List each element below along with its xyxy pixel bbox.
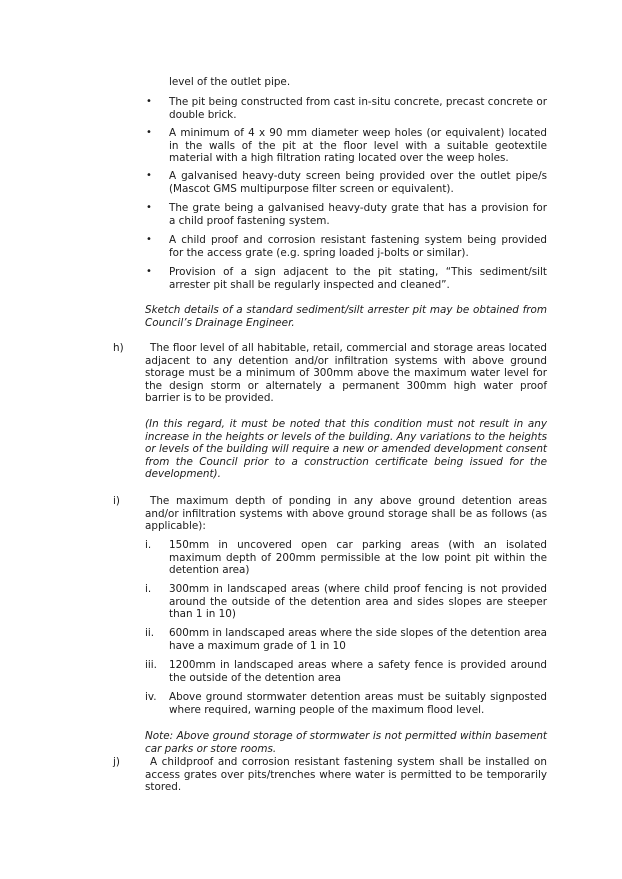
bullet-icon: • <box>146 170 152 181</box>
bullet-item: A child proof and corrosion resistant fastening system being provided for the access grate (e.g. spring loaded j-bolts or similar). <box>169 234 547 259</box>
section-j-text: A childproof and corrosion resistant fastening system shall be installed on access grates over pits/trenches where water is permitted to be temporarily stored. <box>145 756 547 793</box>
bullet-icon: • <box>146 96 152 107</box>
list-marker: ii. <box>145 627 155 639</box>
continuation-text: level of the outlet pipe. <box>169 76 291 88</box>
section-marker-h: h) <box>113 342 124 354</box>
bullet-item: A galvanised heavy-duty screen being provided over the outlet pipe/s (Mascot GMS multipurpose filter screen or equivalent). <box>169 170 547 195</box>
bullet-item: The grate being a galvanised heavy-duty grate that has a provision for a child proof fastening system. <box>169 202 547 227</box>
sketch-note: Sketch details of a standard sediment/silt arrester pit may be obtained from Council’s Drainage Engineer. <box>145 304 547 329</box>
section-i-note: Note: Above ground storage of stormwater is not permitted within basement car parks or store rooms. <box>145 730 547 755</box>
list-marker: iv. <box>145 691 157 703</box>
list-item: 300mm in landscaped areas (where child proof fencing is not provided around the outside of the detention area and sides slopes are steeper than 1 in 10) <box>169 583 547 620</box>
bullet-item: A minimum of 4 x 90 mm diameter weep holes (or equivalent) located in the walls of the pit at the floor level with a suitable geotextile material with a high filtration rating located over the weep holes. <box>169 127 547 164</box>
section-marker-i: i) <box>113 495 120 507</box>
list-item: Above ground stormwater detention areas must be suitably signposted where required, warning people of the maximum flood level. <box>169 691 547 716</box>
bullet-icon: • <box>146 234 152 245</box>
list-marker: i. <box>145 539 152 551</box>
section-h-note: (In this regard, it must be noted that this condition must not result in any increase in the heights or levels of the building. Any variations to the heights or levels of the building will require a new or amended development consent from the Council prior to a construction certificate being issued for the development). <box>145 418 547 480</box>
bullet-item: Provision of a sign adjacent to the pit stating, “This sediment/silt arrester pit shall be regularly inspected and cleaned”. <box>169 266 547 291</box>
bullet-icon: • <box>146 202 152 213</box>
bullet-icon: • <box>146 127 152 138</box>
bullet-icon: • <box>146 266 152 277</box>
list-marker: iii. <box>145 659 157 671</box>
list-item: 600mm in landscaped areas where the side slopes of the detention area have a maximum grade of 1 in 10 <box>169 627 547 652</box>
section-h-text: The floor level of all habitable, retail, commercial and storage areas located adjacent to any detention and/or infiltration systems with above ground storage must be a minimum of 300mm above the maximum water level for the design storm or alternately a permanent 300mm high water proof barrier is to be provided. <box>145 342 547 404</box>
bullet-item: The pit being constructed from cast in-situ concrete, precast concrete or double brick. <box>169 96 547 121</box>
list-item: 150mm in uncovered open car parking areas (with an isolated maximum depth of 200mm permissible at the low point pit within the detention area) <box>169 539 547 576</box>
section-marker-j: j) <box>113 756 120 768</box>
list-item: 1200mm in landscaped areas where a safety fence is provided around the outside of the detention area <box>169 659 547 684</box>
list-marker: i. <box>145 583 152 595</box>
section-i-text: The maximum depth of ponding in any above ground detention areas and/or infiltration systems with above ground storage shall be as follows (as applicable): <box>145 495 547 532</box>
